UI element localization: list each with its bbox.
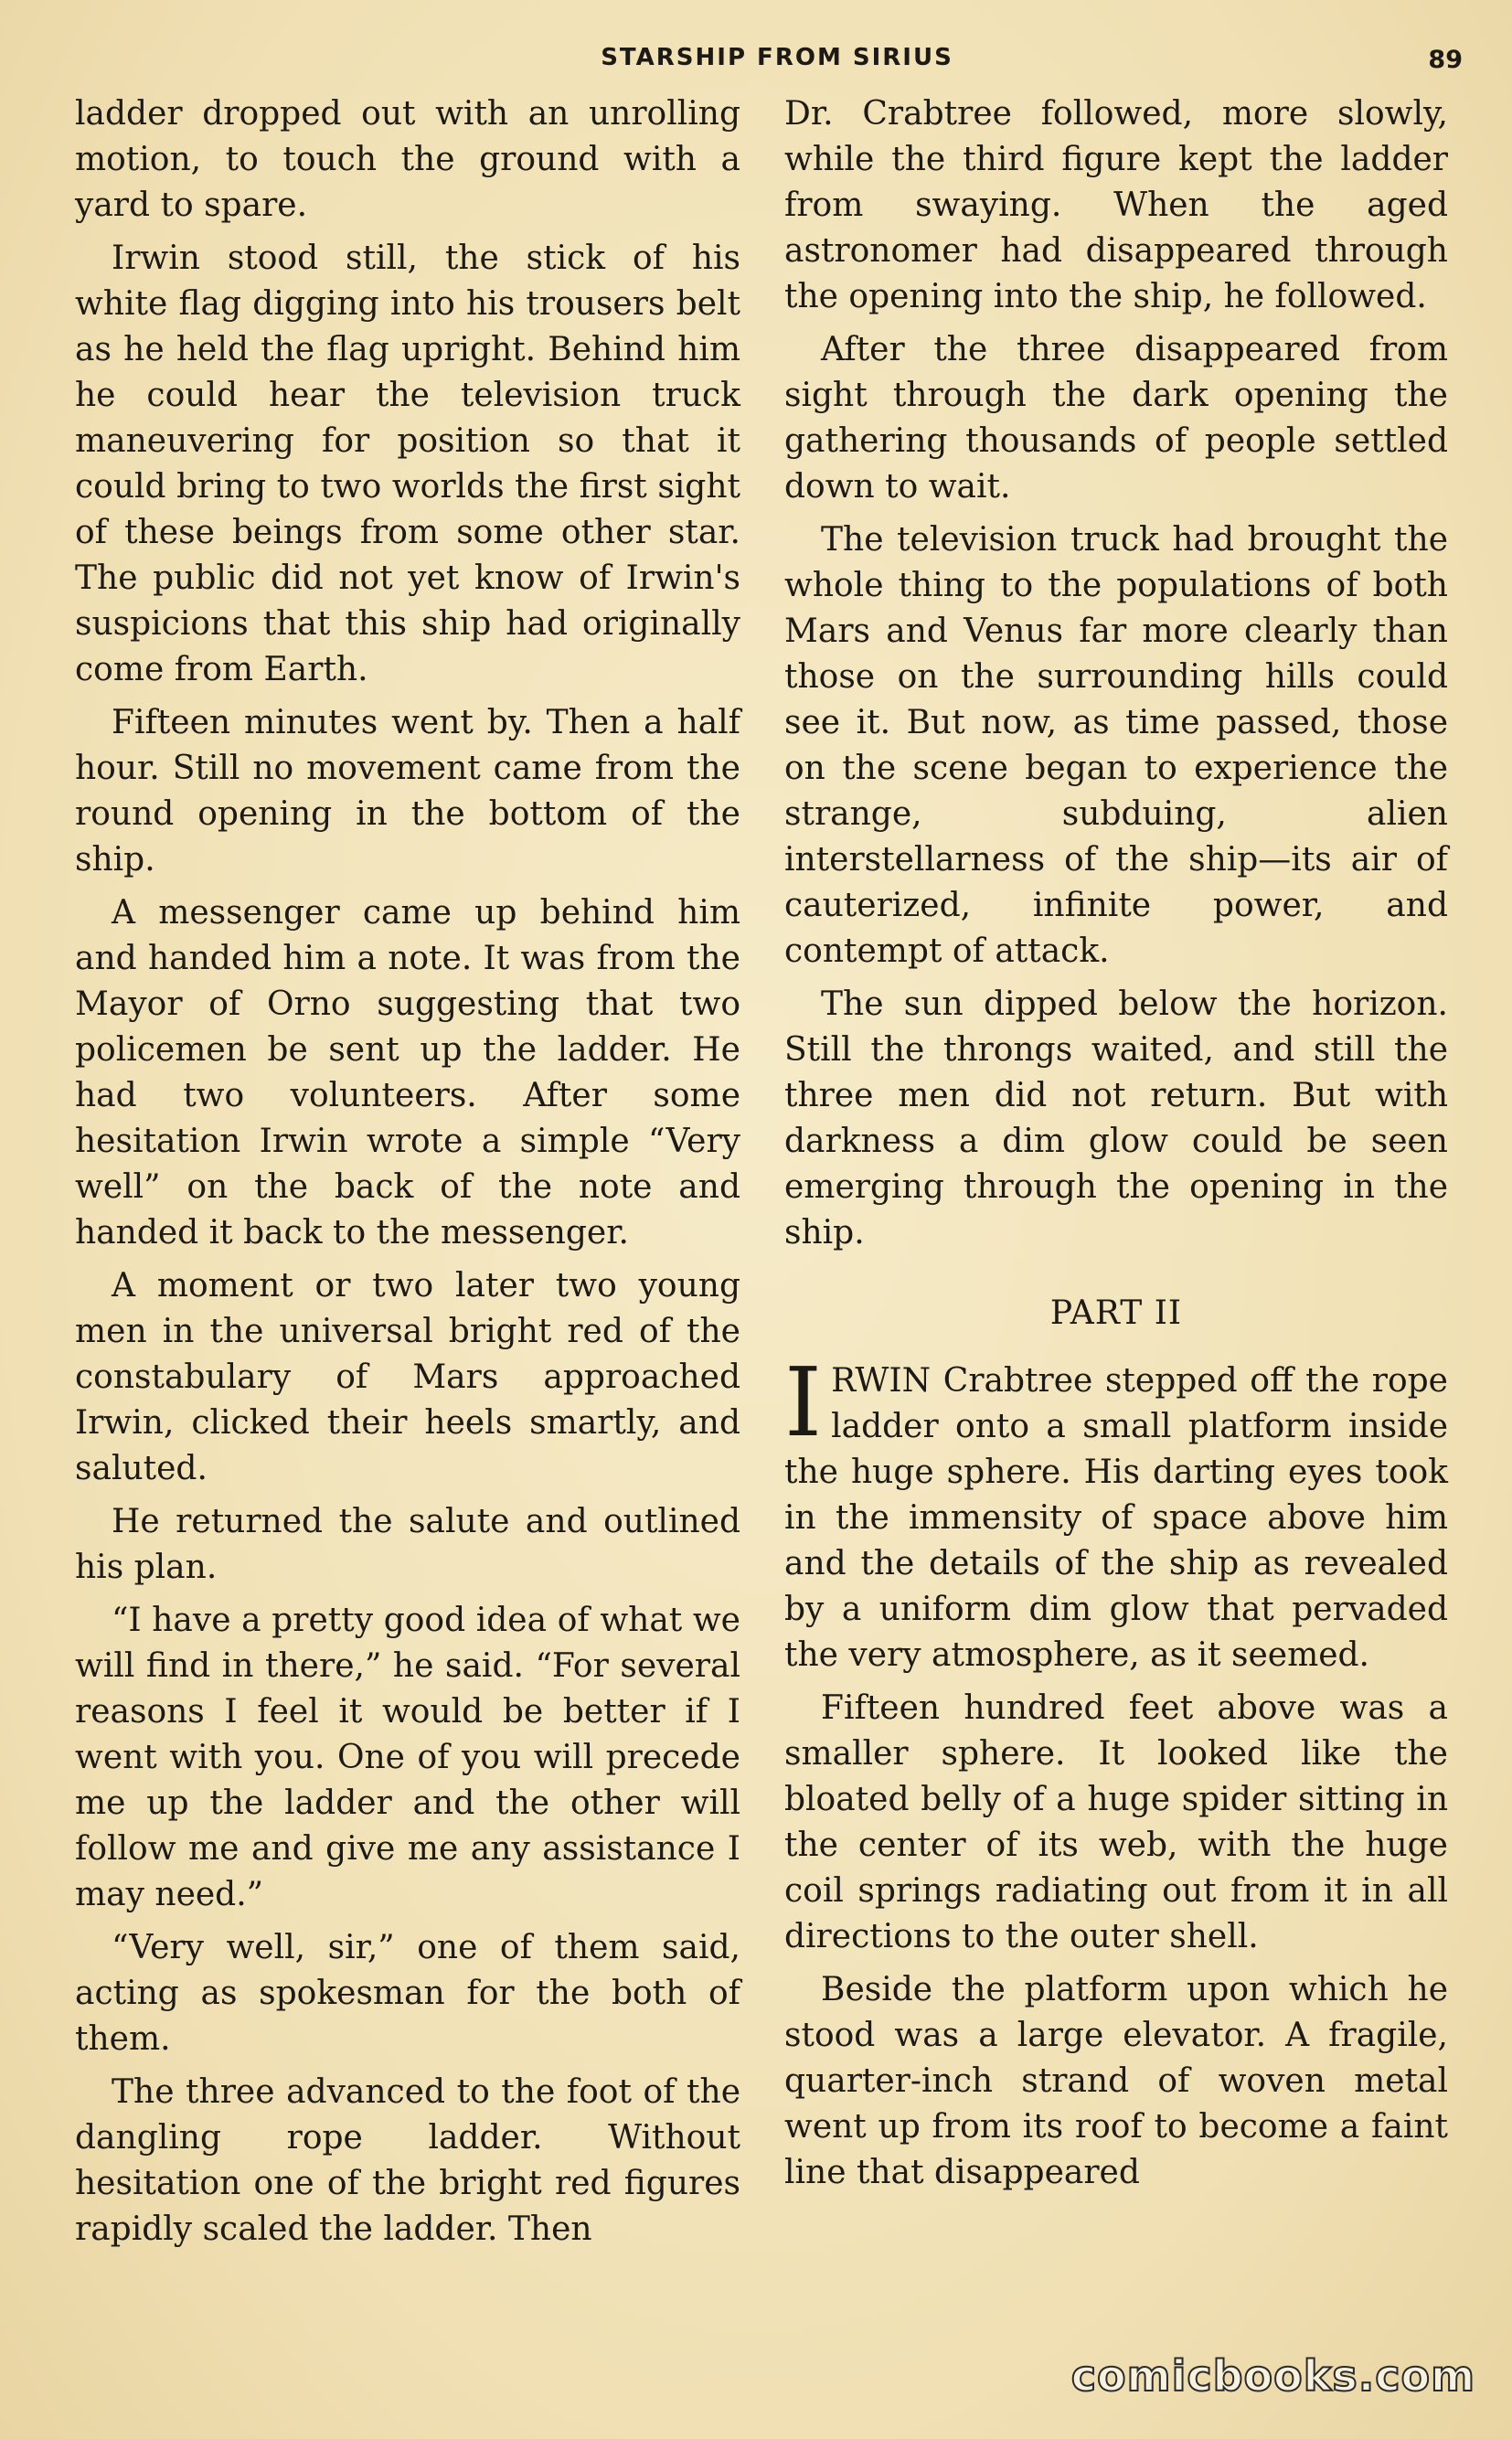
paragraph: The television truck had brought the whole thing to the populations of both Mars and Venus far more clearly than those on the surrounding hills could see it. But now, as time passed, those on the scene began to experience the strange, subduing, alien interstellarness of the ship—its air of cauterized, infinite power, and contempt of attack. (784, 521, 1448, 970)
section-heading: PART II (1049, 1294, 1183, 1332)
page-header (0, 44, 1512, 80)
paragraph: The sun dipped below the horizon. Still the throngs waited, and still the three men did not return. But with darkness a dim glow could be seen emerging through the opening in the ship. (784, 985, 1448, 1251)
paragraph: Beside the platform upon which he stood was a large elevator. A fragile, quarter-inch strand of woven metal went up from its roof to become a faint line that disappeared (784, 1971, 1448, 2191)
paragraph: Fifteen minutes went by. Then a half hour. Still no movement came from the round opening in the bottom of the ship. (75, 704, 740, 879)
dropcap-paragraph-text: RWIN Crabtree stepped off the rope ladder onto a small platform inside the huge sphere. His darting eyes took in the immensity of space above him and the details of the ship as revealed by a uniform dim glow that pervaded the very atmosphere, as it seemed. (784, 1362, 1448, 1674)
right-column (784, 91, 1448, 2203)
paragraph: Irwin stood still, the stick of his white flag digging into his trousers belt as he held the flag upright. Behind him he could hear the television truck maneuvering for position so that it could bring to two worlds the first sight of these beings from some other star. The public did not yet know of Irwin's suspicions that this ship had originally come from Earth. (75, 240, 740, 688)
paragraph: “I have a pretty good idea of what we will find in there,” he said. “For several reasons I feel it would be better if I went with you. One of you will precede me up the ladder and the other will follow me and give me any assistance I may need.” (75, 1602, 740, 1913)
paragraph: Dr. Crabtree followed, more slowly, while the third figure kept the ladder from swaying. When the aged astronomer had disappeared through the opening into the ship, he followed. (784, 95, 1448, 315)
paragraph: “Very well, sir,” one of them said, acting as spokesman for the both of them. (75, 1929, 740, 2058)
dropcap-paragraph (784, 1347, 1448, 1678)
running-title: STARSHIP FROM SIRIUS (601, 44, 953, 71)
paragraph: Fifteen hundred feet above was a smaller sphere. It looked like the bloated belly of a huge spider sitting in the center of its web, with the huge coil springs radiating out from it in all directions to the outer shell. (784, 1689, 1448, 1955)
paragraph: A messenger came up behind him and handed him a note. It was from the Mayor of Orno suggesting that two policemen be sent up the ladder. He had two volunteers. After some hesitation Irwin wrote a simple “Very well” on the back of the note and handed it back to the messenger. (75, 894, 740, 1251)
paragraph: The three advanced to the foot of the dangling rope ladder. Without hesitation one of the bright red figures rapidly scaled the ladder. Then (75, 2073, 740, 2248)
watermark: comicbooks.com (1070, 2351, 1475, 2401)
drop-cap: I (784, 1347, 823, 1458)
paragraph: A moment or two later two young men in the universal bright red of the constabulary of Mars approached Irwin, clicked their heels smartly, and saluted. (75, 1267, 740, 1487)
paragraph: He returned the salute and outlined his plan. (75, 1503, 740, 1586)
paragraph: After the three disappeared from sight through the dark opening the gathering thousands of people settled down to wait. (784, 331, 1448, 506)
page-number: 89 (1428, 46, 1463, 74)
left-column (75, 91, 740, 2260)
paragraph: ladder dropped out with an unrolling motion, to touch the ground with a yard to spare. (75, 95, 740, 224)
